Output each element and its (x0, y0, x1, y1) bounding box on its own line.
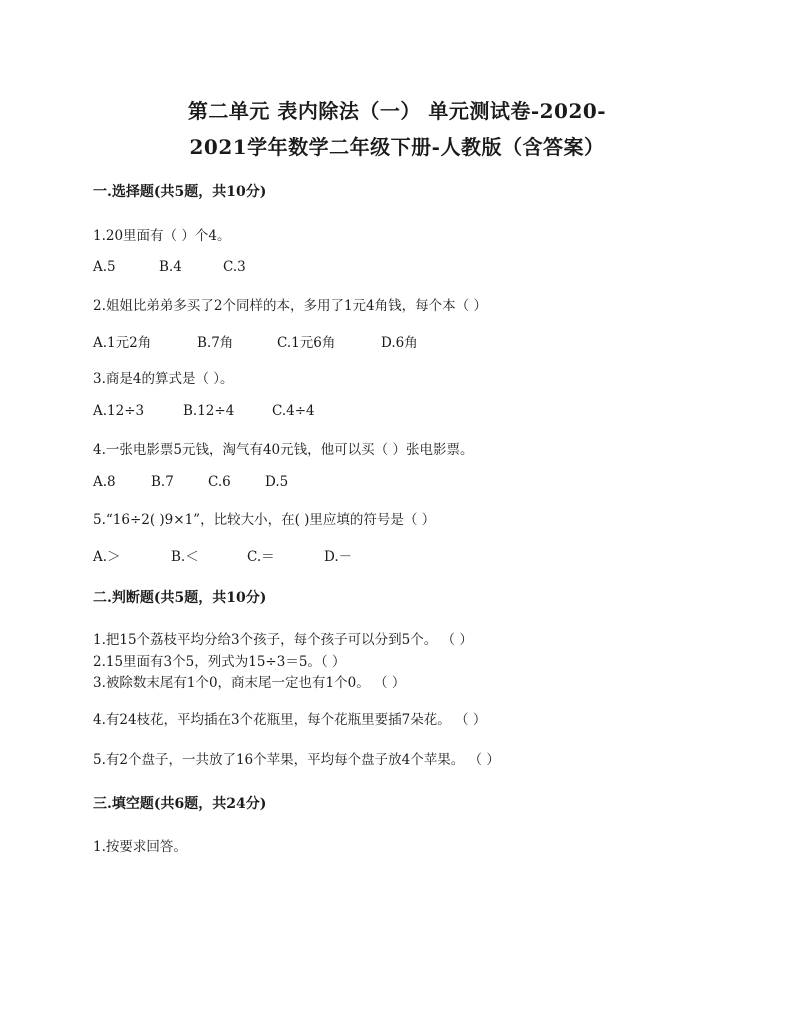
fill-question-1: 1.按要求回答。 (93, 839, 187, 855)
section-heading-fill: 三.填空题(共6题，共24分) (93, 796, 267, 812)
document-title-line-1: 第二单元 表内除法（一） 单元测试卷-2020- (187, 99, 607, 123)
choice-question-4: 4.一张电影票5元钱，淘气有40元钱，他可以买（ ）张电影票。 (93, 442, 474, 458)
choice-question-1: 1.20里面有（ ）个4。 (93, 228, 231, 244)
option-b: B.＜ (171, 549, 199, 565)
judge-question-2: 2.15里面有3个5，列式为15÷3＝5。（ ） (93, 654, 346, 670)
option-b: B.7 (151, 474, 174, 490)
option-d: D.5 (265, 474, 289, 490)
option-c: C.4÷4 (272, 403, 315, 419)
judge-question-5: 5.有2个盘子，一共放了16个苹果，平均每个盘子放4个苹果。 （ ） (93, 752, 500, 768)
section-heading-choice: 一.选择题(共5题，共10分) (93, 184, 267, 200)
judge-question-4: 4.有24枝花，平均插在3个花瓶里，每个花瓶里要插7朵花。 （ ） (93, 712, 487, 728)
option-a: A.8 (93, 474, 116, 490)
choice-question-5: 5.“16÷2( )9×1”，比较大小，在( )里应填的符号是（ ） (93, 512, 436, 528)
option-b: B.4 (159, 259, 182, 275)
option-c: C.6 (208, 474, 231, 490)
option-a: A.＞ (93, 549, 121, 565)
option-b: B.12÷4 (183, 403, 235, 419)
choice-question-2: 2.姐姐比弟弟多买了2个同样的本，多用了1元4角钱，每个本（ ） (93, 298, 487, 314)
option-a: A.5 (93, 259, 116, 275)
option-d: D.－ (324, 549, 353, 565)
section-heading-judge: 二.判断题(共5题，共10分) (93, 590, 267, 606)
option-a: A.1元2角 (93, 335, 152, 351)
judge-question-1: 1.把15个荔枝平均分给3个孩子，每个孩子可以分到5个。 （ ） (93, 632, 473, 648)
option-c: C.＝ (247, 549, 275, 565)
judge-question-3: 3.被除数末尾有1个0，商末尾一定也有1个0。 （ ） (93, 675, 406, 691)
option-c: C.1元6角 (277, 335, 336, 351)
document-title-line-2: 2021学年数学二年级下册-人教版（含答案） (189, 135, 605, 159)
option-c: C.3 (223, 259, 246, 275)
option-b: B.7角 (197, 335, 234, 351)
option-a: A.12÷3 (93, 403, 145, 419)
choice-question-3: 3.商是4的算式是（ ）。 (93, 371, 234, 387)
option-d: D.6角 (381, 335, 418, 351)
